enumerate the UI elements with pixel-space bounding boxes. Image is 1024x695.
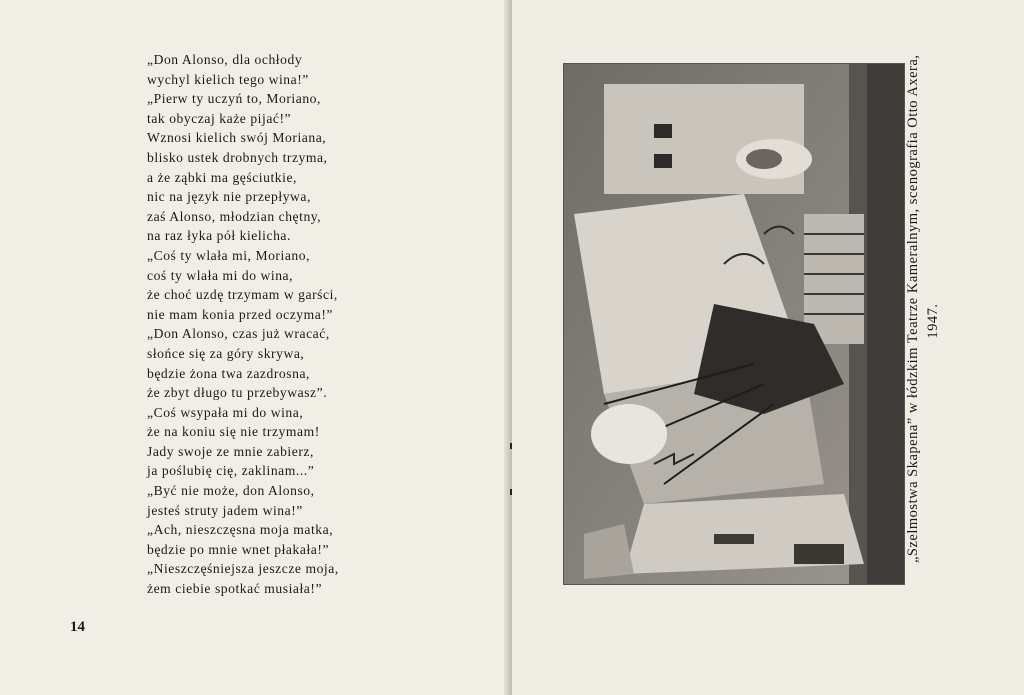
stage-design-photograph	[563, 63, 905, 585]
poem-line: „Ach, nieszczęsna moja matka,	[147, 522, 334, 538]
poem-line: na raz łyka pół kielicha.	[147, 228, 291, 244]
poem-line: „Nieszczęśniejsza jeszcze moja,	[147, 561, 339, 577]
poem-line: „Don Alonso, dla ochłody	[147, 52, 303, 67]
poem-line: Jady swoje ze mnie zabierz,	[147, 443, 314, 459]
poem-line: Wznosi kielich swój Moriana,	[147, 130, 327, 146]
left-page	[0, 0, 510, 695]
poem-line: „Pierw ty uczyń to, Moriano,	[147, 91, 321, 107]
poem-line: coś ty wlała mi do wina,	[147, 267, 294, 283]
photograph-image	[564, 64, 904, 584]
poem-line: „Coś wsypała mi do wina,	[147, 404, 304, 420]
poem-line: będzie żona twa zazdrosna,	[147, 365, 310, 381]
poem-line: nic na język nie przepływa,	[147, 189, 311, 205]
photo-caption	[903, 41, 943, 581]
poem-line: że na koniu się nie trzymam!	[147, 424, 320, 440]
poem-line: żem ciebie spotkać musiała!”	[147, 581, 323, 597]
poem-text	[147, 50, 339, 599]
poem-line: „Don Alonso, czas już wracać,	[147, 326, 330, 342]
poem-line: jesteś struty jadem wina!”	[147, 502, 303, 518]
poem-line: że choć uzdę trzymam w garści,	[147, 287, 338, 303]
poem-line: słońce się za góry skrywa,	[147, 345, 305, 361]
poem-line: nie mam konia przed oczyma!”	[147, 306, 333, 322]
poem-line: „Coś ty wlała mi, Moriano,	[147, 247, 311, 263]
caption-line-2: 1947.	[925, 303, 941, 339]
poem-line: „Być nie może, don Alonso,	[147, 483, 315, 499]
poem-line: ja poślubię cię, zaklinam...”	[147, 463, 315, 479]
poem-line: wychyl kielich tego wina!”	[147, 71, 309, 87]
poem-line: a że ząbki ma gęściutkie,	[147, 169, 297, 185]
poem-line: że zbyt długo tu przebywasz”.	[147, 385, 328, 401]
poem-line: zaś Alonso, młodzian chętny,	[147, 208, 322, 224]
caption-line-1: „Szelmostwa Skapena” w łódzkim Teatrze Kameralnym, scenografia Otto Axera,	[905, 54, 921, 563]
poem-line: blisko ustek drobnych trzyma,	[147, 149, 328, 165]
page-number: 14	[70, 619, 85, 635]
poem-line: będzie po mnie wnet płakała!”	[147, 541, 330, 557]
poem-line: tak obyczaj każe pijać!”	[147, 110, 292, 126]
